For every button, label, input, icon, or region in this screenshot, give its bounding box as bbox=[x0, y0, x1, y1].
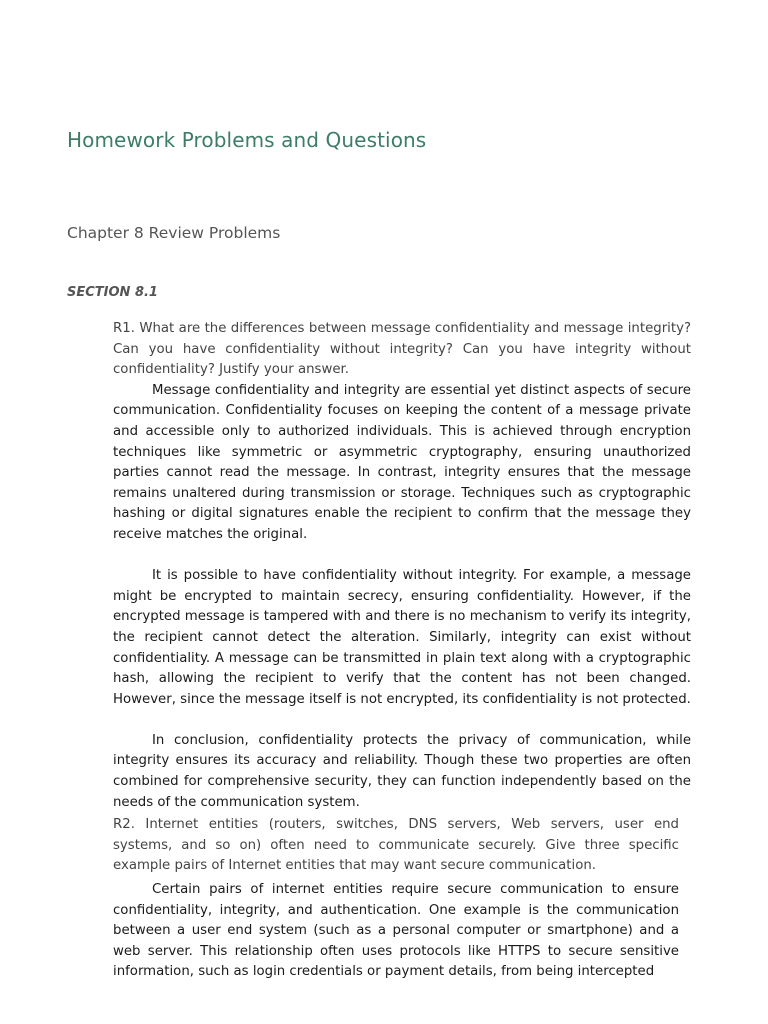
document-title: Homework Problems and Questions bbox=[67, 128, 427, 152]
problem-r2 bbox=[113, 815, 691, 983]
answer-paragraph: Certain pairs of internet entities require secure communication to ensure confidentiality, integrity, and authentication. One example is the communication between a user end system (such as a personal computer or smartphone) and a web server. This relationship often uses protocols like HTTPS to secure sensitive information, such as login credentials or payment details, from being intercepted bbox=[113, 882, 679, 980]
question-text: R1. What are the differences between message confidentiality and message integrity? Can you have confidentiality without integrity? Can you have integrity without confidentiality? Justify your answer. bbox=[113, 321, 691, 378]
document-body bbox=[113, 319, 691, 983]
answer-paragraph: Message confidentiality and integrity are essential yet distinct aspects of secure communication. Confidentiality focuses on keeping the content of a message private and accessible only to authorized individuals. This is achieved through encryption techniques like symmetric or asymmetric cryptography, ensuring unauthorized parties cannot read the message. In contrast, integrity ensures that the message remains unaltered during transmission or storage. Techniques such as cryptographic hashing or digital signatures enable the recipient to confirm that the message they receive matches the original. bbox=[113, 382, 691, 542]
answer-paragraph: It is possible to have confidentiality without integrity. For example, a message might be encrypted to maintain secrecy, ensuring confidentiality. However, if the encrypted message is tampered with and there is no mechanism to verify its integrity, the recipient cannot detect the alteration. Similarly, integrity can exist without confidentiality. A message can be transmitted in plain text along with a cryptographic hash, allowing the recipient to verify that the content has not been changed. However, since the message itself is not encrypted, its confidentiality is not protected. bbox=[113, 568, 691, 707]
chapter-title: Chapter 8 Review Problems bbox=[67, 224, 281, 242]
paragraph-spacer bbox=[113, 546, 691, 567]
paragraph-spacer bbox=[113, 710, 691, 731]
answer-paragraph: In conclusion, confidentiality protects the privacy of communication, while integrity ensures its accuracy and reliability. Though these two properties are often combined for comprehensive security, they can function independently based on the needs of the communication system. bbox=[113, 732, 691, 810]
problem-r1 bbox=[113, 319, 691, 813]
question-text: R2. Internet entities (routers, switches, DNS servers, Web servers, user end systems, and so on) often need to communicate securely. Give three specific example pairs of Internet entities that may want secure communication. bbox=[113, 817, 679, 874]
section-label: SECTION 8.1 bbox=[67, 285, 158, 300]
